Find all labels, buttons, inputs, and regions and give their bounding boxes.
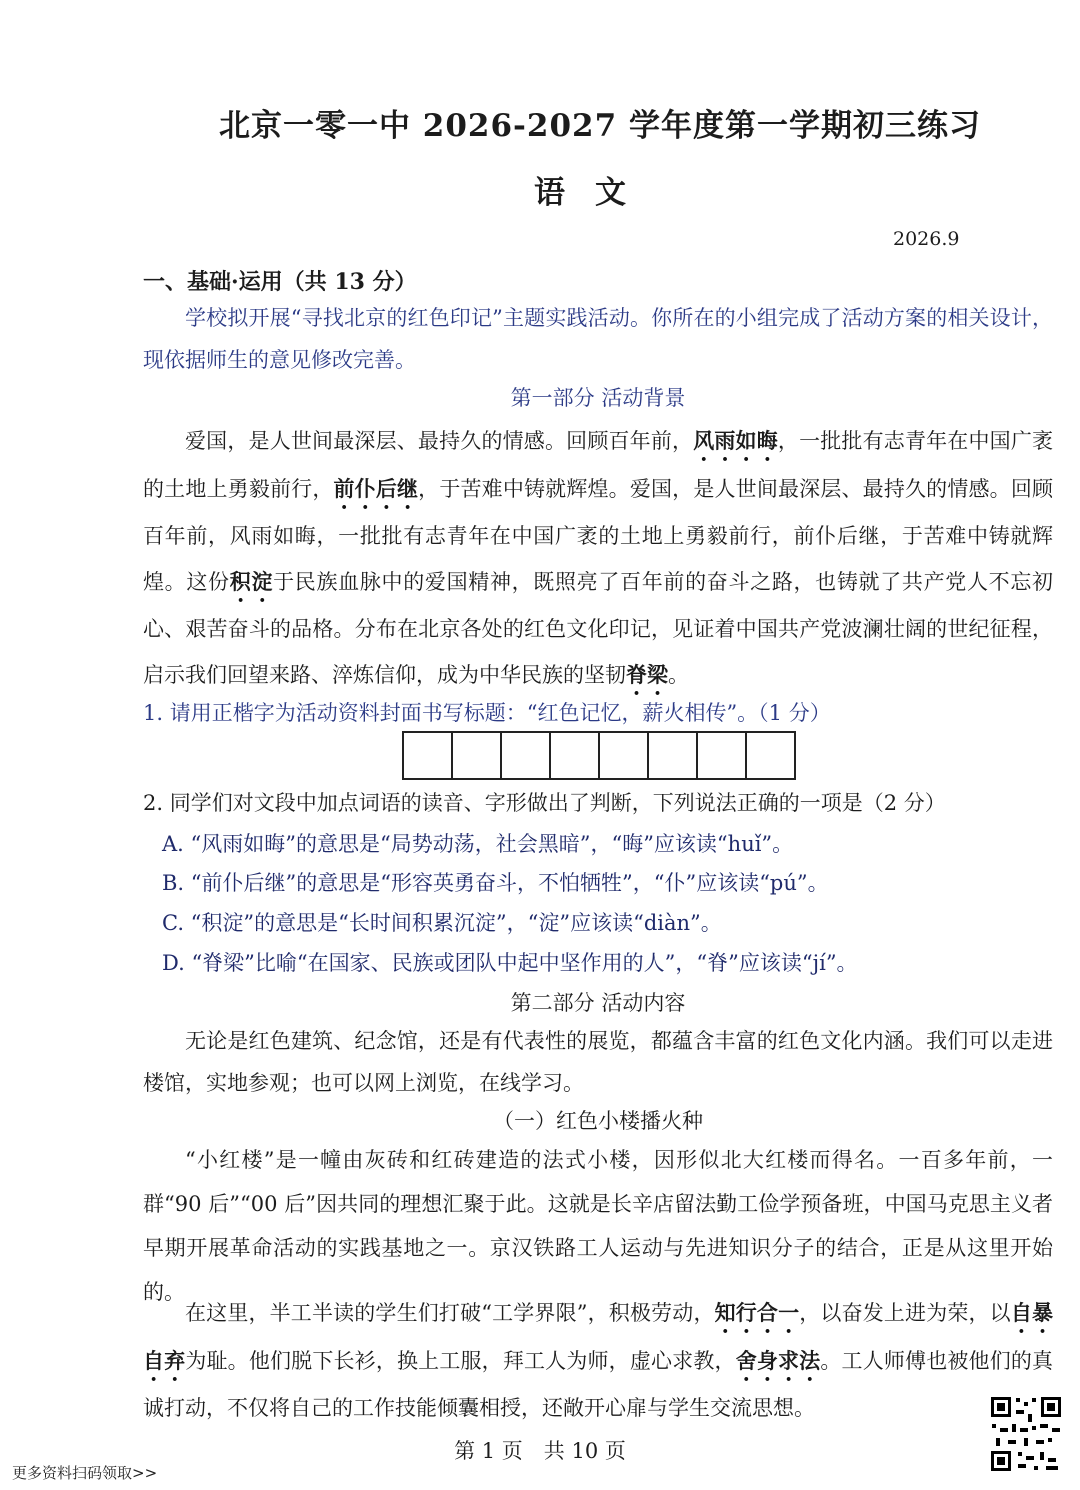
dotted-word: 风雨如晦 (693, 428, 778, 453)
page-number: 第 1 页 共 10 页 (454, 1439, 626, 1463)
answer-box[interactable] (747, 733, 794, 778)
exam-title: 北京一零一中 2026-2027 学年度第一学期初三练习 (218, 108, 981, 144)
option-b: B. “前仆后继”的意思是“形容英勇奋斗，不怕牺牲”，“仆”应该读“pú”。 (162, 871, 829, 895)
part1-title: 第一部分 活动背景 (510, 386, 686, 410)
part2-title: 第二部分 活动内容 (510, 991, 686, 1015)
option-c: C. “积淀”的意思是“长时间积累沉淀”，“淀”应该读“diàn”。 (162, 911, 722, 935)
answer-box[interactable] (502, 733, 551, 778)
dotted-word: 舍身求法 (735, 1348, 821, 1373)
question-2: 2. 同学们对文段中加点词语的读音、字形做出了判断，下列说法正确的一项是（2 分） (143, 791, 946, 815)
xiaohonglou-paragraph: “小红楼”是一幢由灰砖和红砖建造的法式小楼，因形似北大红楼而得名。一百多年前，一群“90 后”“00 后”因共同的理想汇聚于此。这就是长辛店留法勤工俭学预备班，中国马克思主义者早期开展革命活动的实践基地之一。京汉铁路工人运动与先进知识分子的结合，正是从这里开始的。 (143, 1148, 1053, 1304)
option-a: A. “风雨如晦”的意思是“局势动荡，社会黑暗”，“晦”应该读“huǐ”。 (162, 832, 794, 856)
subject-title: 语文 (534, 175, 656, 211)
background-paragraph: 爱国，是人世间最深层、最持久的情感。回顾百年前，风雨如晦，一批批有志青年在中国广袤的土地上勇毅前行，前仆后继，于苦难中铸就辉煌。爱国，是人世间最深层、最持久的情感。回顾百年前，风雨如晦，一批批有志青年在中国广袤的土地上勇毅前行，前仆后继，于苦难中铸就辉煌。这份积淀于民族血脉中的爱国精神，既照亮了百年前的奋斗之路，也铸就了共产党人不忘初心、艰苦奋斗的品格。分布在北京各处的红色文化印记，见证着中国共产党波澜壮阔的世纪征程，启示我们回望来路、淬炼信仰，成为中华民族的坚韧脊梁。 (143, 428, 1054, 687)
dotted-word: 自暴自弃 (143, 1300, 1053, 1373)
answer-box[interactable] (600, 733, 649, 778)
answer-box[interactable] (649, 733, 698, 778)
dotted-word: 积淀 (229, 569, 274, 594)
sub1-title: （一）红色小楼播火种 (493, 1109, 703, 1133)
intro-paragraph: 学校拟开展“寻找北京的红色印记”主题实践活动。你所在的小组完成了活动方案的相关设计，现依据师生的意见修改完善。 (143, 306, 1053, 372)
answer-box[interactable] (404, 733, 453, 778)
dotted-word: 知行合一 (714, 1300, 800, 1325)
section-heading: 一、基础·运用（共 13 分） (143, 269, 417, 295)
more-materials-link[interactable]: 更多资料扫码领取>> (12, 1464, 158, 1482)
dotted-word: 脊梁 (626, 662, 668, 687)
here-paragraph: 在这里，半工半读的学生们打破“工学界限”，积极劳动，知行合一，以奋发上进为荣，以自暴自弃为耻。他们脱下长衫，换上工服，拜工人为师，虚心求教，舍身求法。工人师傅也被他们的真诚打动，不仅将自己的工作技能倾囊相授，还敞开心扉与学生交流思想。 (143, 1300, 1053, 1420)
answer-boxes (402, 731, 796, 780)
question-1: 1. 请用正楷字为活动资料封面书写标题：“红色记忆，薪火相传”。（1 分） (143, 701, 831, 725)
answer-box[interactable] (698, 733, 747, 778)
answer-box[interactable] (551, 733, 600, 778)
dotted-word: 前仆后继 (333, 476, 419, 501)
answer-box[interactable] (453, 733, 502, 778)
option-d: D. “脊梁”比喻“在国家、民族或团队中起中坚作用的人”，“脊”应该读“jí”。 (162, 951, 858, 975)
exam-date: 2026.9 (893, 228, 960, 250)
content-intro: 无论是红色建筑、纪念馆，还是有代表性的展览，都蕴含丰富的红色文化内涵。我们可以走进楼馆，实地参观；也可以网上浏览，在线学习。 (143, 1029, 1053, 1095)
